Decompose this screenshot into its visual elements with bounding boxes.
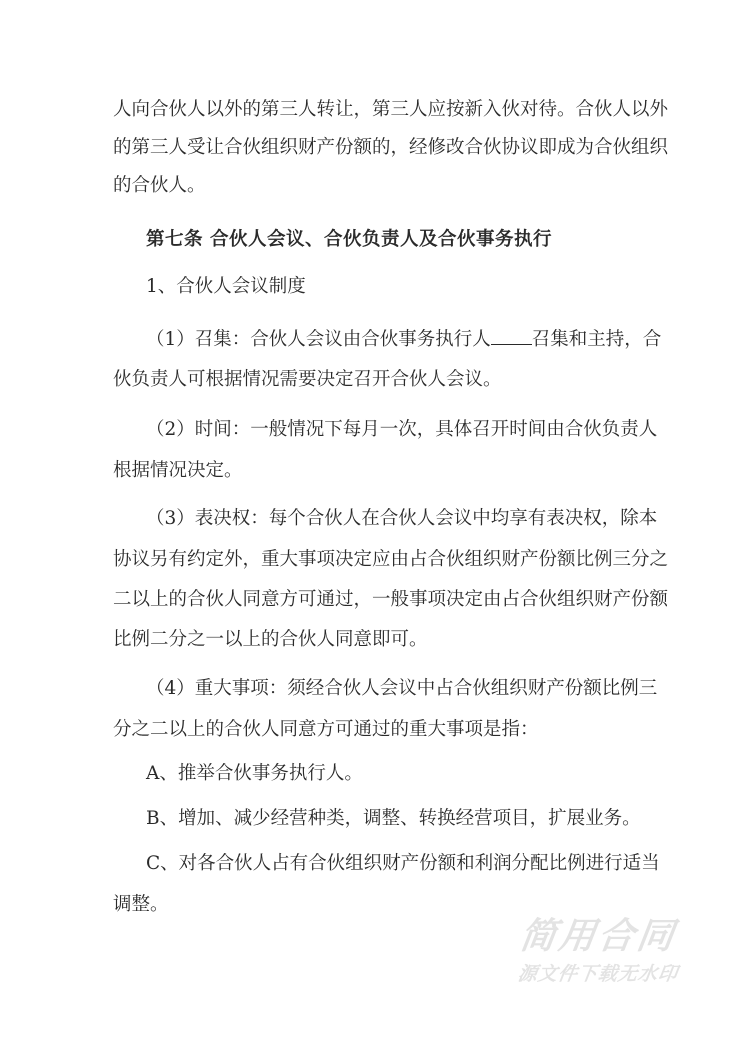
document-line: 二以上的合伙人同意方可通过，一般事项决定由占合伙组织财产份额 — [113, 589, 669, 610]
item1-text-after-blank: 召集和主持，合 — [531, 329, 662, 350]
watermark-title: 简用合同 — [517, 916, 679, 957]
document-line: 的合伙人。 — [113, 175, 206, 196]
item1-text-before-blank: （1）召集：合伙人会议由合伙事务执行人 — [146, 329, 491, 350]
document-line: 伙负责人可根据情况需要决定召开合伙人会议。 — [113, 369, 502, 390]
watermark — [508, 916, 688, 986]
document-line: （3）表决权：每个合伙人在合伙人会议中均享有表决权，除本 — [146, 508, 658, 529]
document-line: 1、合伙人会议制度 — [146, 276, 306, 297]
document-line: A、推举合伙事务执行人。 — [146, 763, 363, 784]
document-line: B、增加、减少经营种类，调整、转换经营项目，扩展业务。 — [146, 808, 641, 829]
document-line: 分之二以上的合伙人同意方可通过的重大事项是指： — [113, 719, 539, 740]
document-line: 根据情况决定。 — [113, 460, 243, 481]
document-line: 的第三人受让合伙组织财产份额的，经修改合伙协议即成为合伙组织 — [113, 137, 669, 158]
watermark-subtitle: 源文件下载无水印 — [516, 963, 680, 985]
article-heading: 第七条 合伙人会议、合伙负责人及合伙事务执行 — [146, 229, 552, 250]
document-line: 比例二分之一以上的合伙人同意即可。 — [113, 629, 428, 650]
document-line: 协议另有约定外，重大事项决定应由占合伙组织财产份额比例三分之 — [113, 549, 669, 570]
document-line: 调整。 — [113, 894, 169, 915]
document-line: （4）重大事项：须经合伙人会议中占合伙组织财产份额比例三 — [146, 678, 658, 699]
document-line: （2）时间：一般情况下每月一次，具体召开时间由合伙负责人 — [146, 419, 658, 440]
paragraph-item1-line1 — [146, 329, 662, 351]
fill-in-blank — [491, 329, 532, 345]
document-line: 人向合伙人以外的第三人转让，第三人应按新入伙对待。合伙人以外 — [113, 99, 669, 120]
document-line: C、对各合伙人占有合伙组织财产份额和利润分配比例进行适当 — [146, 853, 660, 874]
